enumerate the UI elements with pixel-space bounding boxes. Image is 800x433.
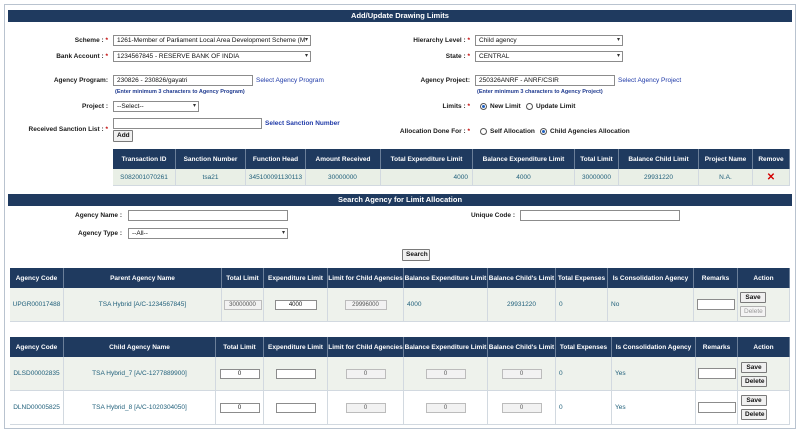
- cell-project-name: N.A.: [699, 169, 753, 186]
- delete-button[interactable]: Delete: [740, 306, 766, 317]
- col-child-agency-name: Child Agency Name: [64, 337, 216, 357]
- col-remarks: Remarks: [694, 268, 738, 288]
- expenditure-limit-input[interactable]: 4000: [275, 300, 317, 310]
- col-total-expenses: Total Expenses: [556, 337, 612, 357]
- cell-is-consolidation: Yes: [612, 391, 696, 425]
- col-action: Action: [738, 337, 790, 357]
- cell-child-agency-name: TSA Hybrid_7 [A/C-1277889900]: [64, 357, 216, 391]
- expenditure-limit-input[interactable]: [276, 403, 316, 413]
- limit-child-input[interactable]: 0: [346, 403, 386, 413]
- balance-exp-input[interactable]: 0: [426, 403, 466, 413]
- col-function-head: Function Head: [246, 149, 306, 169]
- cell-balance-expenditure-limit: 4000: [473, 169, 575, 186]
- chevron-down-icon: ▾: [616, 53, 620, 59]
- cell-expenditure-limit: [264, 357, 328, 391]
- agency-project-label: Agency Project:: [420, 77, 470, 84]
- agency-type-label: Agency Type :: [78, 230, 122, 237]
- total-limit-input[interactable]: 0: [220, 403, 260, 413]
- agency-type-select[interactable]: --All-- ▾: [128, 228, 288, 239]
- remarks-input[interactable]: [698, 402, 736, 413]
- agency-project-hint: (Enter minimum 3 characters to Agency Project): [477, 89, 603, 95]
- chevron-down-icon: ▾: [281, 230, 285, 236]
- search-button[interactable]: Search: [402, 249, 430, 261]
- cell-balance-expenditure-limit: [404, 391, 488, 425]
- cell-parent-agency-name: TSA Hybrid [A/C-1234567845]: [64, 288, 222, 322]
- cell-balance-childs-limit: [488, 357, 556, 391]
- child-agencies-allocation-label: Child Agencies Allocation: [550, 128, 630, 135]
- col-expenditure-limit: Expenditure Limit: [264, 268, 328, 288]
- col-agency-code: Agency Code: [10, 337, 64, 357]
- cell-remove: [753, 169, 790, 186]
- limit-child-input[interactable]: 29996000: [345, 300, 387, 310]
- col-total-expenses: Total Expenses: [556, 268, 608, 288]
- agency-name-label: Agency Name :: [75, 212, 122, 219]
- cell-total-expenditure-limit: 4000: [381, 169, 473, 186]
- state-select[interactable]: CENTRAL ▾: [475, 51, 623, 62]
- col-balance-child-limit: Balance Child Limit: [619, 149, 699, 169]
- col-total-limit: Total Limit: [575, 149, 619, 169]
- col-transaction-id: Transaction ID: [113, 149, 176, 169]
- col-is-consolidation-agency: Is Consolidation Agency: [612, 337, 696, 357]
- cell-expenditure-limit: [264, 391, 328, 425]
- col-balance-childs-limit: Balance Child's Limit: [488, 268, 556, 288]
- cell-limit-for-child: [328, 357, 404, 391]
- limits-label: Limits : *: [442, 103, 470, 110]
- balance-exp-input[interactable]: 0: [426, 369, 466, 379]
- cell-total-expenses: 0: [556, 288, 608, 322]
- cell-transaction-id: S082001070261: [113, 169, 176, 186]
- save-button[interactable]: Save: [741, 395, 767, 406]
- save-button[interactable]: Save: [740, 292, 766, 303]
- update-limit-label: Update Limit: [536, 103, 576, 110]
- delete-button[interactable]: Delete: [741, 409, 767, 420]
- balance-child-input[interactable]: 0: [502, 369, 542, 379]
- chevron-down-icon: ▾: [192, 103, 196, 109]
- col-balance-expenditure-limit: Balance Expenditure Limit: [473, 149, 575, 169]
- new-limit-radio[interactable]: [480, 103, 487, 110]
- agency-program-label: Agency Program:: [53, 77, 108, 84]
- update-limit-radio[interactable]: [526, 103, 533, 110]
- balance-child-input[interactable]: 0: [502, 403, 542, 413]
- col-amount-received: Amount Received: [306, 149, 381, 169]
- cell-remarks: [694, 288, 738, 322]
- col-remove: Remove: [753, 149, 790, 169]
- self-allocation-radio[interactable]: [480, 128, 487, 135]
- chevron-down-icon: ▾: [616, 37, 620, 43]
- page-title: Add/Update Drawing Limits: [8, 10, 792, 22]
- received-sanction-list-label: Received Sanction List : *: [28, 126, 108, 133]
- state-label: State : *: [445, 53, 470, 60]
- cell-function-head: 345100091130113: [246, 169, 306, 186]
- total-limit-input[interactable]: 30000000: [224, 300, 262, 310]
- agency-program-hint: (Enter minimum 3 characters to Agency Program): [115, 89, 245, 95]
- cell-balance-expenditure-limit: [404, 357, 488, 391]
- cell-agency-code: DLSD00002835: [10, 357, 64, 391]
- col-agency-code: Agency Code: [10, 268, 64, 288]
- agency-program-input[interactable]: 230826 - 230826/gayatri: [113, 75, 253, 86]
- cell-limit-for-child: [328, 288, 404, 322]
- col-action: Action: [738, 268, 790, 288]
- project-select[interactable]: --Select-- ▾: [113, 101, 199, 112]
- cell-agency-code: UPGR00017488: [10, 288, 64, 322]
- cell-balance-childs-limit: 29931220: [488, 288, 556, 322]
- col-limit-for-child-agencies: Limit for Child Agencies: [328, 268, 404, 288]
- self-allocation-label: Self Allocation: [490, 128, 535, 135]
- cell-is-consolidation: No: [608, 288, 694, 322]
- col-total-limit: Total Limit: [222, 268, 264, 288]
- cell-remarks: [696, 357, 738, 391]
- cell-is-consolidation: Yes: [612, 357, 696, 391]
- expenditure-limit-input[interactable]: [276, 369, 316, 379]
- agency-project-input[interactable]: 250326ANRF - ANRF/CSIR: [475, 75, 615, 86]
- unique-code-label: Unique Code :: [470, 212, 515, 219]
- hierarchy-level-select[interactable]: Child agency ▾: [475, 35, 623, 46]
- col-balance-expenditure-limit: Balance Expenditure Limit: [404, 268, 488, 288]
- child-agencies-allocation-radio[interactable]: [540, 128, 547, 135]
- cell-total-limit: 30000000: [575, 169, 619, 186]
- new-limit-label: New Limit: [490, 103, 521, 110]
- cell-child-agency-name: TSA Hybrid_8 [A/C-1020304050]: [64, 391, 216, 425]
- select-sanction-number-link[interactable]: Select Sanction Number: [265, 120, 340, 127]
- scheme-select[interactable]: 1261-Member of Parliament Local Area Development Scheme (M ▾: [113, 35, 311, 46]
- limit-child-input[interactable]: 0: [346, 369, 386, 379]
- cell-balance-childs-limit: [488, 391, 556, 425]
- cell-total-limit: [222, 288, 264, 322]
- col-is-consolidation-agency: Is Consolidation Agency: [608, 268, 694, 288]
- col-balance-expenditure-limit: Balance Expenditure Limit: [404, 337, 488, 357]
- cell-amount-received: 30000000: [306, 169, 381, 186]
- agency-name-input[interactable]: [128, 210, 288, 221]
- hierarchy-level-label: Hierarchy Level : *: [413, 37, 470, 44]
- received-sanction-list-input[interactable]: [113, 118, 262, 129]
- bank-account-label: Bank Account : *: [56, 53, 108, 60]
- allocation-done-for-label: Allocation Done For : *: [399, 128, 470, 135]
- cell-total-limit: [216, 357, 264, 391]
- col-total-limit: Total Limit: [216, 337, 264, 357]
- col-balance-childs-limit: Balance Child's Limit: [488, 337, 556, 357]
- remove-icon[interactable]: ✕: [766, 171, 776, 183]
- cell-limit-for-child: [328, 391, 404, 425]
- unique-code-input[interactable]: [520, 210, 680, 221]
- col-limit-for-child-agencies: Limit for Child Agencies: [328, 337, 404, 357]
- col-expenditure-limit: Expenditure Limit: [264, 337, 328, 357]
- chevron-down-icon: ▾: [304, 53, 308, 59]
- cell-total-limit: [216, 391, 264, 425]
- cell-total-expenses: 0: [556, 391, 612, 425]
- save-button[interactable]: Save: [741, 362, 767, 373]
- col-sanction-number: Sanction Number: [176, 149, 246, 169]
- remarks-input[interactable]: [697, 299, 735, 310]
- cell-sanction-number: tsa21: [176, 169, 246, 186]
- search-section-title: Search Agency for Limit Allocation: [8, 194, 792, 206]
- select-agency-project-link[interactable]: Select Agency Project: [618, 77, 682, 84]
- cell-total-expenses: 0: [556, 357, 612, 391]
- total-limit-input[interactable]: 0: [220, 369, 260, 379]
- bank-account-select[interactable]: 1234567845 - RESERVE BANK OF INDIA ▾: [113, 51, 311, 62]
- cell-balance-expenditure-limit: 4000: [404, 288, 488, 322]
- project-label: Project :: [81, 103, 108, 110]
- cell-expenditure-limit: [264, 288, 328, 322]
- add-button[interactable]: Add: [113, 130, 133, 142]
- cell-balance-child-limit: 29931220: [619, 169, 699, 186]
- remarks-input[interactable]: [698, 368, 736, 379]
- col-total-expenditure-limit: Total Expenditure Limit: [381, 149, 473, 169]
- col-project-name: Project Name: [699, 149, 753, 169]
- chevron-down-icon: ▾: [304, 37, 308, 43]
- cell-agency-code: DLND00005825: [10, 391, 64, 425]
- delete-button[interactable]: Delete: [741, 376, 767, 387]
- col-remarks: Remarks: [696, 337, 738, 357]
- col-parent-agency-name: Parent Agency Name: [64, 268, 222, 288]
- scheme-label: Scheme : *: [74, 37, 108, 44]
- select-agency-program-link[interactable]: Select Agency Program: [256, 77, 324, 84]
- cell-remarks: [696, 391, 738, 425]
